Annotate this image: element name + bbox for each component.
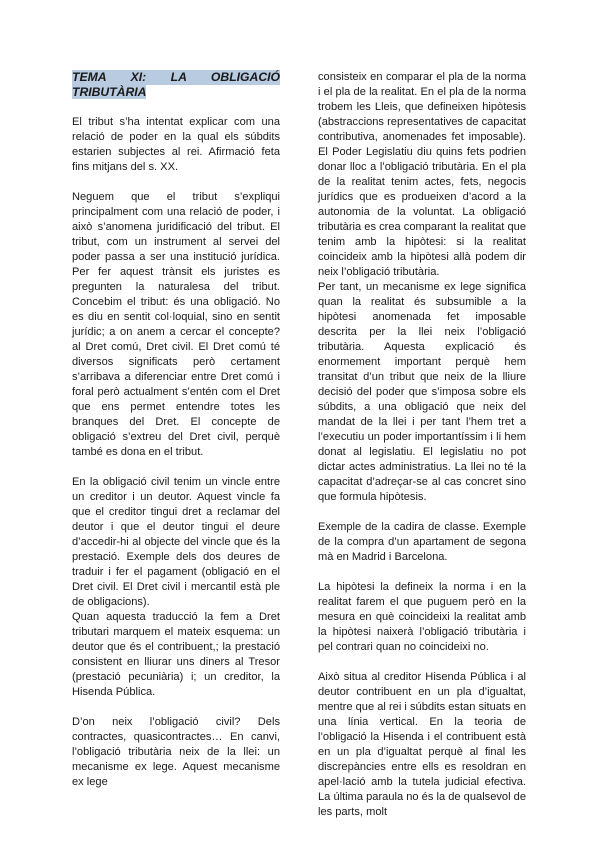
- paragraph: En la obligació civil tenim un vincle entre un creditor i un deutor. Aquest vincle fa que el creditor tingui dret a reclamar del deutor i que el deutor tingui el deure d’accedir-hi al objecte del vincle que és la prestació. Exemple dels dos deures de traduir i fer el pagament (obligació en el Dret civil. El Dret civil i mercantil està ple de obligacions).: [72, 476, 280, 608]
- paragraph: El tribut s’ha intentat explicar com una relació de poder en la qual els súbdits estarien subjectes al rei. Afirmació feta fins mitjans del s. XX.: [72, 116, 280, 173]
- paragraph: Això situa al creditor Hisenda Pública i al deutor contribuent en un pla d’igualtat, mentre que al rei i súbdits estan situats en una línia vertical. En la teoria de l’obligació la Hisenda i el contribuent està en un pla d’igualtat perquè al final les discrepàncies entre ells es resoldran en apel·lació amb la tutela judicial efectiva. La última paraula no és la de qualsevol de les parts, molt: [318, 671, 526, 818]
- paragraph: Per tant, un mecanisme ex lege significa quan la realitat és subsumible a la hipòtesi anomenada fet imposable descrita per la llei neix l’obligació tributària. Aquesta explicació és enormement important perquè hem transitat d’un tribut que neix de la lliure decisió del poder que s’imposa sobre els súbdits, a una obligació que neix del mandat de la llei i per tant l’hem tret a l’executiu un poder importantíssim i li hem donat al legislatiu. El legislatiu no pot dictar actes administratius. La llei no té la capacitat d’adreçar-se al cas concret sino que formula hipòtesis.: [318, 281, 526, 503]
- right-column: [318, 70, 526, 820]
- title-line-1: TEMA XI: LA OBLIGACIÓ: [72, 70, 280, 84]
- document-title: [72, 70, 280, 100]
- paragraph: D’on neix l’obligació civil? Dels contractes, quasicontractes… En canvi, l’obligació tributària neix de la llei: un mecanisme ex lege. Aquest mecanisme ex lege: [72, 716, 280, 788]
- paragraph: Exemple de la cadira de classe. Exemple de la compra d’un apartament de segona mà en Madrid i Barcelona.: [318, 521, 526, 563]
- paragraph: Neguem que el tribut s’expliqui principalment com una relació de poder, i això s’anomena juridificació del tribut. El tribut, com un instrument al servei del poder passa a ser una institució jurídica. Per fer aquest trànsit els juristes es pregunten la naturalesa del tribut. Concebim el tribut: és una obligació. No es diu en sentit col·loquial, sino en sentit jurídic; a on anem a cercar el concepte? al Dret comú, Dret civil. El Dret comú té diversos significats però certament s’arribava a diferenciar entre Dret comú i foral però actualment s’entén com el Dret que ens permet entendre totes les branques del Dret. El concepte de obligació s’extreu del Dret civil, perquè també es dona en el tribut.: [72, 191, 280, 458]
- paragraph: consisteix en comparar el pla de la norma i el pla de la realitat. En el pla de la norma trobem les Lleis, que defineixen hipòtesis (abstraccions representatives de capacitat contributiva, anomenades fet imposable). El Poder Legislatiu diu quins fets podrien donar lloc a l’obligació tributària. En el pla de la realitat tenim actes, fets, negocis jurídics que es produeixen d’acord a la autonomia de la voluntat. La obligació tributària es crea comparant la realitat que tenim amb la hipòtesi: si la realitat coincideix amb la hipòtesi allà podem dir neix l’obligació tributària.: [318, 71, 526, 278]
- left-column: [72, 70, 280, 790]
- paragraph: Quan aquesta traducció la fem a Dret tributari marquem el mateix esquema: un deutor que és el contribuent,; la prestació consistent en lliurar uns diners al Tresor (prestació pecuniària) i; un creditor, la Hisenda Pública.: [72, 611, 280, 698]
- paragraph: La hipòtesi la defineix la norma i en la realitat farem el que puguem però en la mesura en què coincideixi la realitat amb la hipòtesi naixerà l’obligació tributària i pel contrari quan no coincideixi no.: [318, 581, 526, 653]
- title-line-2: TRIBUTÀRIA: [72, 85, 147, 99]
